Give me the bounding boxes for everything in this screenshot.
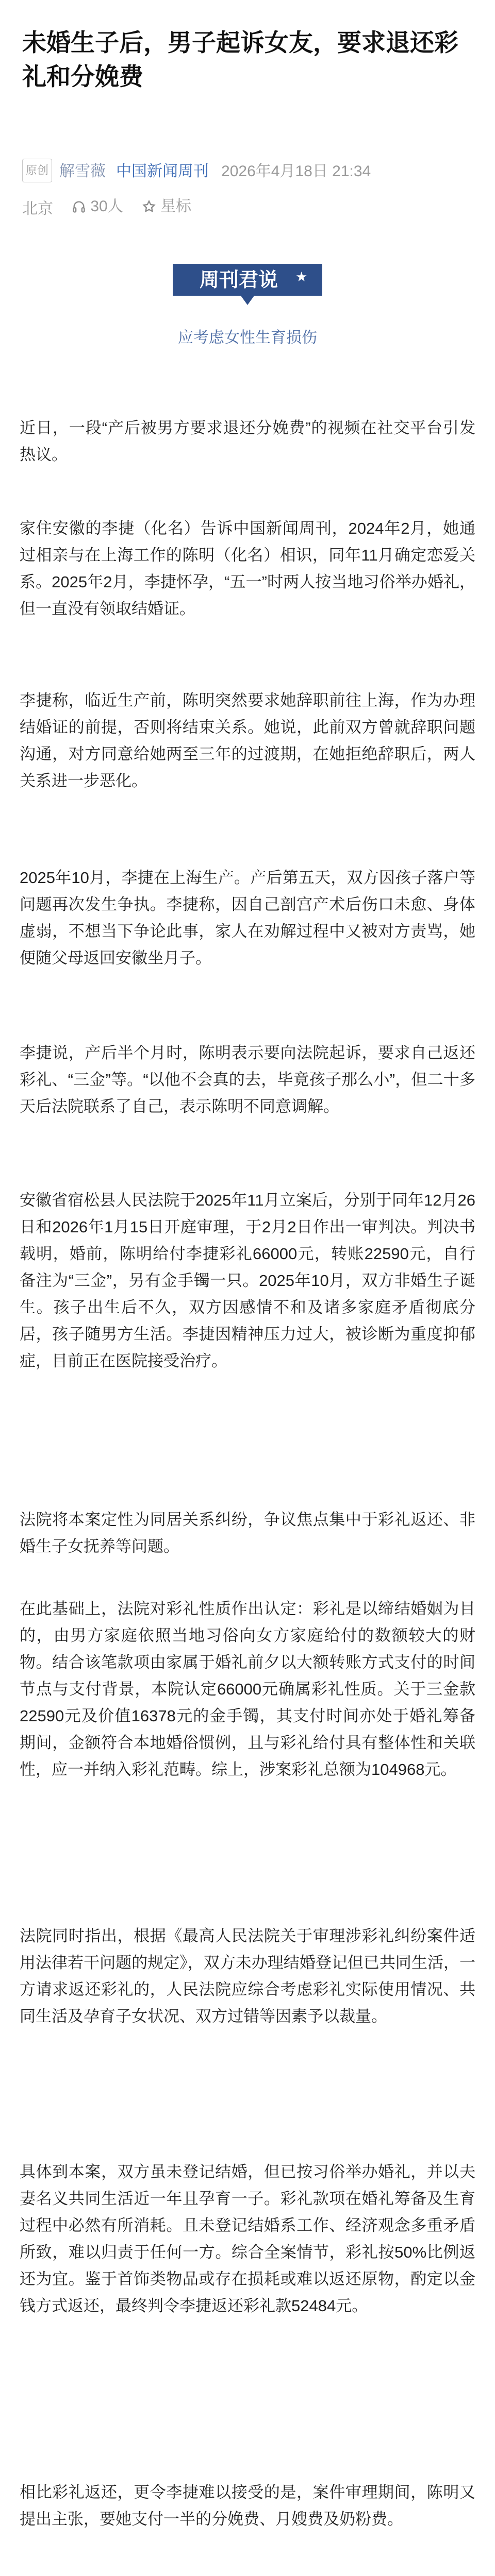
original-tag: 原创: [22, 159, 52, 182]
paragraph: 近日，一段“产后被男方要求退还分娩费”的视频在社交平台引发热议。: [20, 419, 475, 464]
headphones-icon: [72, 199, 86, 214]
article-meta-secondary: [22, 196, 206, 220]
column-banner: [173, 264, 322, 305]
star-label: 星标: [160, 198, 192, 215]
article-title: 未婚生子后，男子起诉女友，要求退还彩礼和分娩费: [22, 29, 458, 90]
banner-text: 周刊君说: [199, 268, 278, 291]
paragraph: 2025年10月，李捷在上海生产。产后第五天，双方因孩子落户等问题再次发生争执。李捷称，因自己剖宫产术后伤口未愈、身体虚弱，不想当下争论此事，家人在劝解过程中又被对方责骂，她便随父母返回安徽坐月子。: [20, 869, 475, 967]
publish-datetime: 2026年4月18日 21:34: [221, 163, 371, 180]
location-label: 北京: [22, 200, 53, 217]
paragraph: 李捷称，临近生产前，陈明突然要求她辞职前往上海，作为办理结婚证的前提，否则将结束关系。她说，此前双方曾就辞职问题沟通，对方同意给她两至三年的过渡期，在她拒绝辞职后，两人关系进一步恶化。: [20, 691, 475, 790]
paragraph: 安徽省宿松县人民法院于2025年11月立案后，分别于同年12月26日和2026年1月15日开庭审理，于2月2日作出一审判决。判决书载明，婚前，陈明给付李捷彩礼66000元，转账22590元，自行备注为“三金”，另有金手镯一只。2025年10月，双方非婚生子诞生。孩子出生后不久，双方因感情不和及诸多家庭矛盾彻底分居，孩子随男方生活。李捷因精神压力过大，被诊断为重度抑郁症，目前正在医院接受治疗。: [20, 1191, 475, 1370]
paragraph: 相比彩礼返还，更令李捷难以接受的是，案件审理期间，陈明又提出主张，要她支付一半的分娩费、月嫂费及奶粉费。: [20, 2483, 475, 2528]
paragraph: 李捷说，产后半个月时，陈明表示要向法院起诉，要求自己返还彩礼、“三金”等。“以他不会真的去，毕竟孩子那么小”，但二十多天后法院联系了自己，表示陈明不同意调解。: [20, 1044, 475, 1115]
source-link[interactable]: 中国新闻周刊: [116, 163, 209, 180]
star-icon: [142, 199, 156, 214]
author-link[interactable]: 解雪薇: [59, 163, 106, 180]
paragraph: 在此基础上，法院对彩礼性质作出认定：彩礼是以缔结婚姻为目的，由男方家庭依照当地习俗向女方家庭给付的数额较大的财物。结合该笔款项由家属于婚礼前夕以大额转账方式支付的时间节点与支付背景，本院认定66000元确属彩礼性质。关于三金款22590元及价值16378元的金手镯，其支付时间亦处于婚礼筹备期间，金额符合本地婚俗惯例，且与彩礼给付具有整体性和关联性，应一并纳入彩礼范畴。综上，涉案彩礼总额为104968元。: [20, 1600, 475, 1778]
paragraph: 家住安徽的李捷（化名）告诉中国新闻周刊，2024年2月，她通过相亲与在上海工作的陈明（化名）相识，同年11月确定恋爱关系。2025年2月，李捷怀孕，“五一”时两人按当地习俗举办婚礼，但一直没有领取结婚证。: [20, 519, 475, 618]
listen-count[interactable]: [72, 196, 123, 217]
banner-star-icon: ★: [295, 269, 308, 285]
listen-count-text: 30人: [90, 198, 123, 215]
paragraph: 法院将本案定性为同居关系纠纷，争议焦点集中于彩礼返还、非婚生子女抚养等问题。: [20, 1511, 475, 1555]
paragraph: 法院同时指出，根据《最高人民法院关于审理涉彩礼纠纷案件适用法律若干问题的规定》，双方未办理结婚登记但已共同生活，一方请求返还彩礼的，人民法院应综合考虑彩礼实际使用情况、共同生活及孕育子女状况、双方过错等因素予以裁量。: [20, 1927, 475, 2025]
article-meta: [22, 159, 371, 182]
paragraph: 具体到本案，双方虽未登记结婚，但已按习俗举办婚礼，并以夫妻名义共同生活近一年且孕育一子。彩礼款项在婚礼筹备及生育过程中必然有所消耗。且未登记结婚系工作、经济观念多重矛盾所致，难以归责于任何一方。综合全案情节，彩礼按50%比例返还为宜。鉴于首饰类物品或存在损耗或难以返还原物，酌定以金钱方式返还，最终判令李捷返还彩礼款52484元。: [20, 2163, 475, 2315]
star-button[interactable]: [142, 196, 191, 217]
column-subhead: 应考虑女性生育损伤: [178, 329, 317, 346]
